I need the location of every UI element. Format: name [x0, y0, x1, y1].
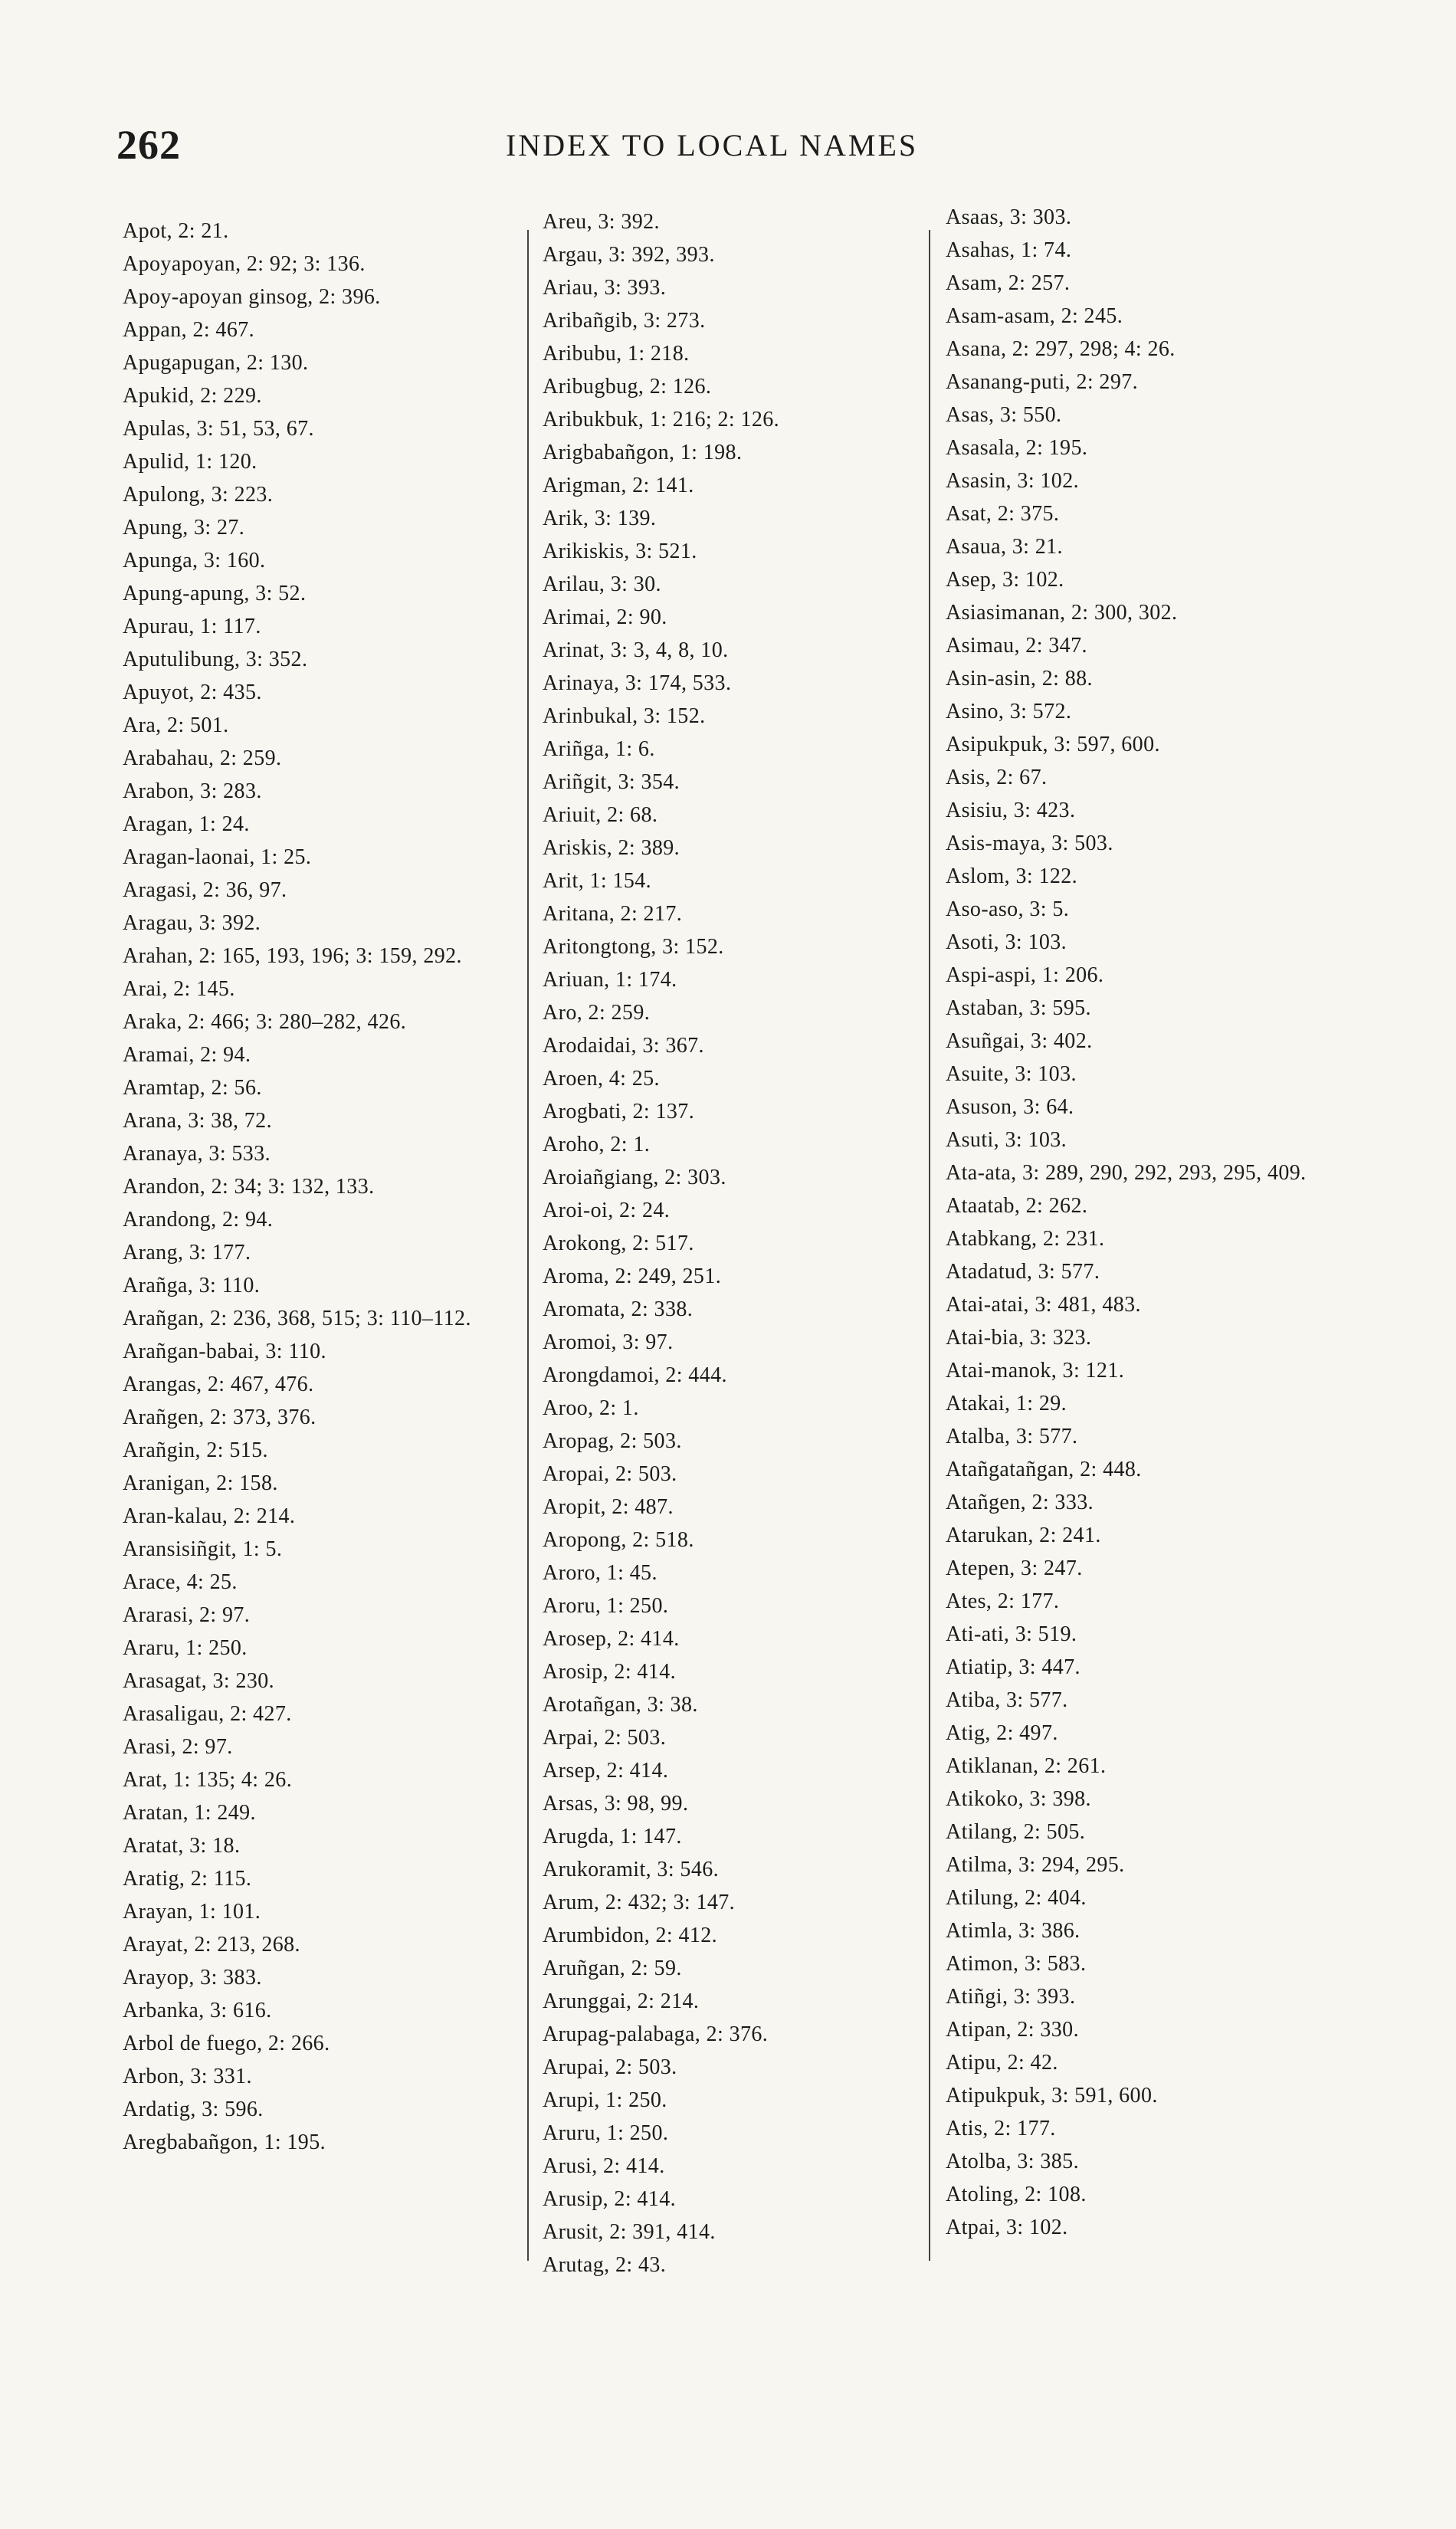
index-entry: Arinbukal, 3: 152.	[543, 704, 706, 728]
index-entry: Arabahau, 2: 259.	[123, 746, 282, 770]
index-entry: Arit, 1: 154.	[543, 869, 652, 893]
index-entry: Apunga, 3: 160.	[123, 549, 266, 572]
index-entry: Arigbabañgon, 1: 198.	[543, 441, 743, 464]
index-entry: Arodaidai, 3: 367.	[543, 1034, 704, 1058]
index-entry: Arbol de fuego, 2: 266.	[123, 2032, 330, 2055]
index-entry: Ati-ati, 3: 519.	[946, 1622, 1077, 1646]
page-number: 262	[116, 122, 181, 168]
index-entry: Argau, 3: 392, 393.	[543, 243, 715, 267]
index-entry: Atoling, 2: 108.	[946, 2183, 1087, 2206]
index-entry: Arbon, 3: 331.	[123, 2065, 252, 2088]
index-entry: Arayop, 3: 383.	[123, 1966, 262, 1989]
index-entry: Atilma, 3: 294, 295.	[946, 1853, 1125, 1877]
index-entry: Arat, 1: 135; 4: 26.	[123, 1768, 293, 1792]
index-entry: Atepen, 3: 247.	[946, 1556, 1083, 1580]
index-entry: Asana, 2: 297, 298; 4: 26.	[946, 337, 1176, 361]
index-entry: Araka, 2: 466; 3: 280–282, 426.	[123, 1010, 407, 1034]
index-entry: Arusi, 2: 414.	[543, 2154, 665, 2178]
index-entry: Atis, 2: 177.	[946, 2117, 1056, 2140]
index-entry: Arandong, 2: 94.	[123, 1208, 274, 1232]
index-entry: Asin-asin, 2: 88.	[946, 667, 1093, 690]
index-entry: Arinat, 3: 3, 4, 8, 10.	[543, 638, 729, 662]
index-entry: Aratig, 2: 115.	[123, 1867, 252, 1891]
index-entry: Apung-apung, 3: 52.	[123, 582, 307, 605]
index-entry: Arilau, 3: 30.	[543, 572, 661, 596]
index-entry: Arbanka, 3: 616.	[123, 1999, 272, 2022]
index-entry: Arana, 3: 38, 72.	[123, 1109, 272, 1133]
column-divider	[929, 230, 930, 2261]
index-entry: Asasin, 3: 102.	[946, 469, 1079, 493]
index-entry: Aputulibung, 3: 352.	[123, 648, 308, 671]
index-column-3	[946, 201, 1375, 2244]
index-entry: Atarukan, 2: 241.	[946, 1524, 1101, 1547]
index-entry: Areu, 3: 392.	[543, 210, 660, 234]
index-entry: Arayat, 2: 213, 268.	[123, 1933, 300, 1957]
index-entry: Arañgin, 2: 515.	[123, 1438, 268, 1462]
index-entry: Atabkang, 2: 231.	[946, 1227, 1105, 1251]
index-entry: Asuson, 3: 64.	[946, 1095, 1074, 1119]
index-entry: Aro, 2: 259.	[543, 1001, 651, 1025]
index-entry: Arañga, 3: 110.	[123, 1274, 261, 1297]
index-entry: Arotañgan, 3: 38.	[543, 1693, 698, 1717]
index-entry: Aroru, 1: 250.	[543, 1594, 669, 1618]
index-entry: Atakai, 1: 29.	[946, 1392, 1067, 1415]
index-entry: Aroi-oi, 2: 24.	[543, 1199, 671, 1222]
index-entry: Atipan, 2: 330.	[946, 2018, 1079, 2042]
index-entry: Asanang-puti, 2: 297.	[946, 370, 1139, 394]
index-entry: Aragasi, 2: 36, 97.	[123, 878, 287, 902]
index-entry: Asuti, 3: 103.	[946, 1128, 1067, 1152]
index-entry: Atikoko, 3: 398.	[946, 1787, 1091, 1811]
index-entry: Arusit, 2: 391, 414.	[543, 2220, 716, 2244]
index-entry: Apoy-apoyan ginsog, 2: 396.	[123, 285, 381, 309]
index-entry: Aropag, 2: 503.	[543, 1429, 682, 1453]
index-entry: Aritongtong, 3: 152.	[543, 935, 724, 959]
index-entry: Arokong, 2: 517.	[543, 1232, 694, 1255]
index-entry: Atipu, 2: 42.	[946, 2051, 1058, 2075]
index-entry: Arandon, 2: 34; 3: 132, 133.	[123, 1175, 375, 1199]
index-entry: Arsep, 2: 414.	[543, 1759, 669, 1783]
index-entry: Aregbabañgon, 1: 195.	[123, 2130, 326, 2154]
index-entry: Arai, 2: 145.	[123, 977, 235, 1001]
index-entry: Asas, 3: 550.	[946, 403, 1062, 427]
index-entry: Ariñga, 1: 6.	[543, 737, 655, 761]
index-entry: Aroo, 2: 1.	[543, 1396, 639, 1420]
index-entry: Arutag, 2: 43.	[543, 2253, 667, 2277]
index-entry: Arañgen, 2: 373, 376.	[123, 1406, 316, 1429]
index-entry: Apot, 2: 21.	[123, 219, 229, 243]
index-entry: Arace, 4: 25.	[123, 1570, 238, 1594]
index-entry: Atilang, 2: 505.	[946, 1820, 1086, 1844]
index-entry: Aruñgan, 2: 59.	[543, 1957, 682, 1980]
index-entry: Ariñgit, 3: 354.	[543, 770, 680, 794]
index-entry: Arupai, 2: 503.	[543, 2055, 677, 2079]
index-column-2	[543, 205, 926, 2281]
index-entry: Arangas, 2: 467, 476.	[123, 1373, 314, 1396]
index-entry: Ararasi, 2: 97.	[123, 1603, 251, 1627]
index-entry: Arang, 3: 177.	[123, 1241, 251, 1264]
index-entry: Arpai, 2: 503.	[543, 1726, 667, 1750]
index-entry: Aramtap, 2: 56.	[123, 1076, 262, 1100]
index-entry: Aropong, 2: 518.	[543, 1528, 694, 1552]
index-entry: Aranigan, 2: 158.	[123, 1471, 278, 1495]
index-entry: Arañgan, 2: 236, 368, 515; 3: 110–112.	[123, 1307, 471, 1330]
index-entry: Arahan, 2: 165, 193, 196; 3: 159, 292.	[123, 944, 462, 968]
index-entry: Apulid, 1: 120.	[123, 450, 257, 474]
index-entry: Atiklanan, 2: 261.	[946, 1754, 1107, 1778]
index-entry: Atai-bia, 3: 323.	[946, 1326, 1092, 1350]
index-entry: Ataatab, 2: 262.	[946, 1194, 1088, 1218]
index-entry: Asat, 2: 375.	[946, 502, 1060, 526]
index-entry: Atimon, 3: 583.	[946, 1952, 1087, 1976]
index-entry: Aroho, 2: 1.	[543, 1133, 651, 1156]
index-entry: Asuite, 3: 103.	[946, 1062, 1077, 1086]
index-entry: Arabon, 3: 283.	[123, 779, 262, 803]
index-entry: Aratan, 1: 249.	[123, 1801, 256, 1825]
index-entry: Arumbidon, 2: 412.	[543, 1924, 718, 1947]
index-entry: Aruru, 1: 250.	[543, 2121, 669, 2145]
index-entry: Ariau, 3: 393.	[543, 276, 667, 300]
index-entry: Apukid, 2: 229.	[123, 384, 262, 408]
index-entry: Asis-maya, 3: 503.	[946, 832, 1113, 855]
index-entry: Arasagat, 3: 230.	[123, 1669, 275, 1693]
index-entry: Atai-manok, 3: 121.	[946, 1359, 1125, 1383]
index-entry: Arañgan-babai, 3: 110.	[123, 1340, 326, 1363]
index-entry: Ariuit, 2: 68.	[543, 803, 658, 827]
index-entry: Aransisiñgit, 1: 5.	[123, 1537, 283, 1561]
index-entry: Arikiskis, 3: 521.	[543, 540, 697, 563]
index-entry: Apulas, 3: 51, 53, 67.	[123, 417, 314, 441]
index-entry: Aroen, 4: 25.	[543, 1067, 660, 1091]
index-entry: Arosip, 2: 414.	[543, 1660, 676, 1684]
index-entry: Ariskis, 2: 389.	[543, 836, 680, 860]
index-entry: Atpai, 3: 102.	[946, 2216, 1068, 2239]
index-entry: Aroma, 2: 249, 251.	[543, 1264, 722, 1288]
index-entry: Arusip, 2: 414.	[543, 2187, 676, 2211]
index-entry: Arsas, 3: 98, 99.	[543, 1792, 689, 1816]
index-entry: Asuñgai, 3: 402.	[946, 1029, 1093, 1053]
index-entry: Arigman, 2: 141.	[543, 474, 694, 497]
index-entry: Arimai, 2: 90.	[543, 605, 667, 629]
index-entry: Aribugbug, 2: 126.	[543, 375, 712, 399]
index-entry: Aramai, 2: 94.	[123, 1043, 251, 1067]
index-entry: Arunggai, 2: 214.	[543, 1989, 700, 2013]
index-entry: Atañgen, 2: 333.	[946, 1491, 1094, 1514]
index-entry: Aribubu, 1: 218.	[543, 342, 690, 366]
index-entry: Arupi, 1: 250.	[543, 2088, 667, 2112]
index-entry: Arayan, 1: 101.	[123, 1900, 261, 1924]
index-entry: Asipukpuk, 3: 597, 600.	[946, 733, 1160, 756]
index-entry: Atai-atai, 3: 481, 483.	[946, 1293, 1141, 1317]
index-entry: Asep, 3: 102.	[946, 568, 1064, 592]
running-head: INDEX TO LOCAL NAMES	[506, 128, 919, 162]
index-entry: Aragau, 3: 392.	[123, 911, 261, 935]
index-entry: Asimau, 2: 347.	[946, 634, 1087, 658]
index-entry: Aromata, 2: 338.	[543, 1297, 694, 1321]
index-entry: Asiasimanan, 2: 300, 302.	[946, 601, 1178, 625]
index-entry: Atalba, 3: 577.	[946, 1425, 1078, 1448]
index-entry: Arik, 3: 139.	[543, 507, 657, 530]
index-column-1	[123, 215, 536, 2159]
index-entry: Arosep, 2: 414.	[543, 1627, 680, 1651]
index-entry: Atilung, 2: 404.	[946, 1886, 1087, 1910]
index-entry: Aslom, 3: 122.	[946, 864, 1078, 888]
index-entry: Atimla, 3: 386.	[946, 1919, 1081, 1943]
index-entry: Atipukpuk, 3: 591, 600.	[946, 2084, 1158, 2108]
index-entry: Arum, 2: 432; 3: 147.	[543, 1891, 736, 1914]
index-entry: Aso-aso, 3: 5.	[946, 897, 1070, 921]
index-entry: Aranaya, 3: 533.	[123, 1142, 271, 1166]
index-entry: Ata-ata, 3: 289, 290, 292, 293, 295, 409.	[946, 1161, 1307, 1185]
index-entry: Asaas, 3: 303.	[946, 205, 1072, 229]
index-entry: Araru, 1: 250.	[123, 1636, 248, 1660]
index-entry: Apulong, 3: 223.	[123, 483, 274, 507]
index-entry: Ariuan, 1: 174.	[543, 968, 677, 992]
index-entry: Apoyapoyan, 2: 92; 3: 136.	[123, 252, 366, 276]
index-entry: Aribukbuk, 1: 216; 2: 126.	[543, 408, 780, 431]
index-entry: Apugapugan, 2: 130.	[123, 351, 309, 375]
index-entry: Arasi, 2: 97.	[123, 1735, 233, 1759]
index-entry: Atañgatañgan, 2: 448.	[946, 1458, 1142, 1481]
index-entry: Ates, 2: 177.	[946, 1589, 1060, 1613]
index-entry: Atig, 2: 497.	[946, 1721, 1058, 1745]
index-entry: Aroro, 1: 45.	[543, 1561, 657, 1585]
index-entry: Asahas, 1: 74.	[946, 238, 1072, 262]
index-entry: Aroiañgiang, 2: 303.	[543, 1166, 726, 1189]
index-entry: Arongdamoi, 2: 444.	[543, 1363, 727, 1387]
index-entry: Arupag-palabaga, 2: 376.	[543, 2022, 769, 2046]
index-entry: Aromoi, 3: 97.	[543, 1330, 674, 1354]
index-entry: Atolba, 3: 385.	[946, 2150, 1079, 2173]
index-entry: Aspi-aspi, 1: 206.	[946, 963, 1104, 987]
index-entry: Atiatip, 3: 447.	[946, 1655, 1081, 1679]
index-entry: Arinaya, 3: 174, 533.	[543, 671, 732, 695]
index-entry: Apung, 3: 27.	[123, 516, 245, 540]
index-entry: Apurau, 1: 117.	[123, 615, 261, 638]
index-entry: Ardatig, 3: 596.	[123, 2098, 264, 2121]
index-entry: Apuyot, 2: 435.	[123, 681, 262, 704]
index-entry: Ara, 2: 501.	[123, 713, 229, 737]
index-entry: Arogbati, 2: 137.	[543, 1100, 695, 1123]
index-entry: Asoti, 3: 103.	[946, 930, 1067, 954]
index-entry: Atadatud, 3: 577.	[946, 1260, 1100, 1284]
index-entry: Aragan-laonai, 1: 25.	[123, 845, 312, 869]
index-entry: Aratat, 3: 18.	[123, 1834, 241, 1858]
index-entry: Astaban, 3: 595.	[946, 996, 1091, 1020]
index-entry: Arukoramit, 3: 546.	[543, 1858, 720, 1881]
index-entry: Asam-asam, 2: 245.	[946, 304, 1123, 328]
index-entry: Asam, 2: 257.	[946, 271, 1071, 295]
index-entry: Aropit, 2: 487.	[543, 1495, 674, 1519]
index-entry: Aran-kalau, 2: 214.	[123, 1504, 296, 1528]
index-entry: Atiñgi, 3: 393.	[946, 1985, 1076, 2009]
index-entry: Asisiu, 3: 423.	[946, 799, 1076, 822]
index-entry: Arasaligau, 2: 427.	[123, 1702, 292, 1726]
index-entry: Asino, 3: 572.	[946, 700, 1072, 723]
index-entry: Asaua, 3: 21.	[946, 535, 1063, 559]
index-entry: Asasala, 2: 195.	[946, 436, 1088, 460]
index-entry: Arugda, 1: 147.	[543, 1825, 682, 1848]
index-entry: Aropai, 2: 503.	[543, 1462, 677, 1486]
index-entry: Atiba, 3: 577.	[946, 1688, 1068, 1712]
index-entry: Asis, 2: 67.	[946, 766, 1048, 789]
index-entry: Aribañgib, 3: 273.	[543, 309, 706, 333]
index-entry: Aragan, 1: 24.	[123, 812, 250, 836]
index-entry: Appan, 2: 467.	[123, 318, 255, 342]
index-entry: Aritana, 2: 217.	[543, 902, 683, 926]
